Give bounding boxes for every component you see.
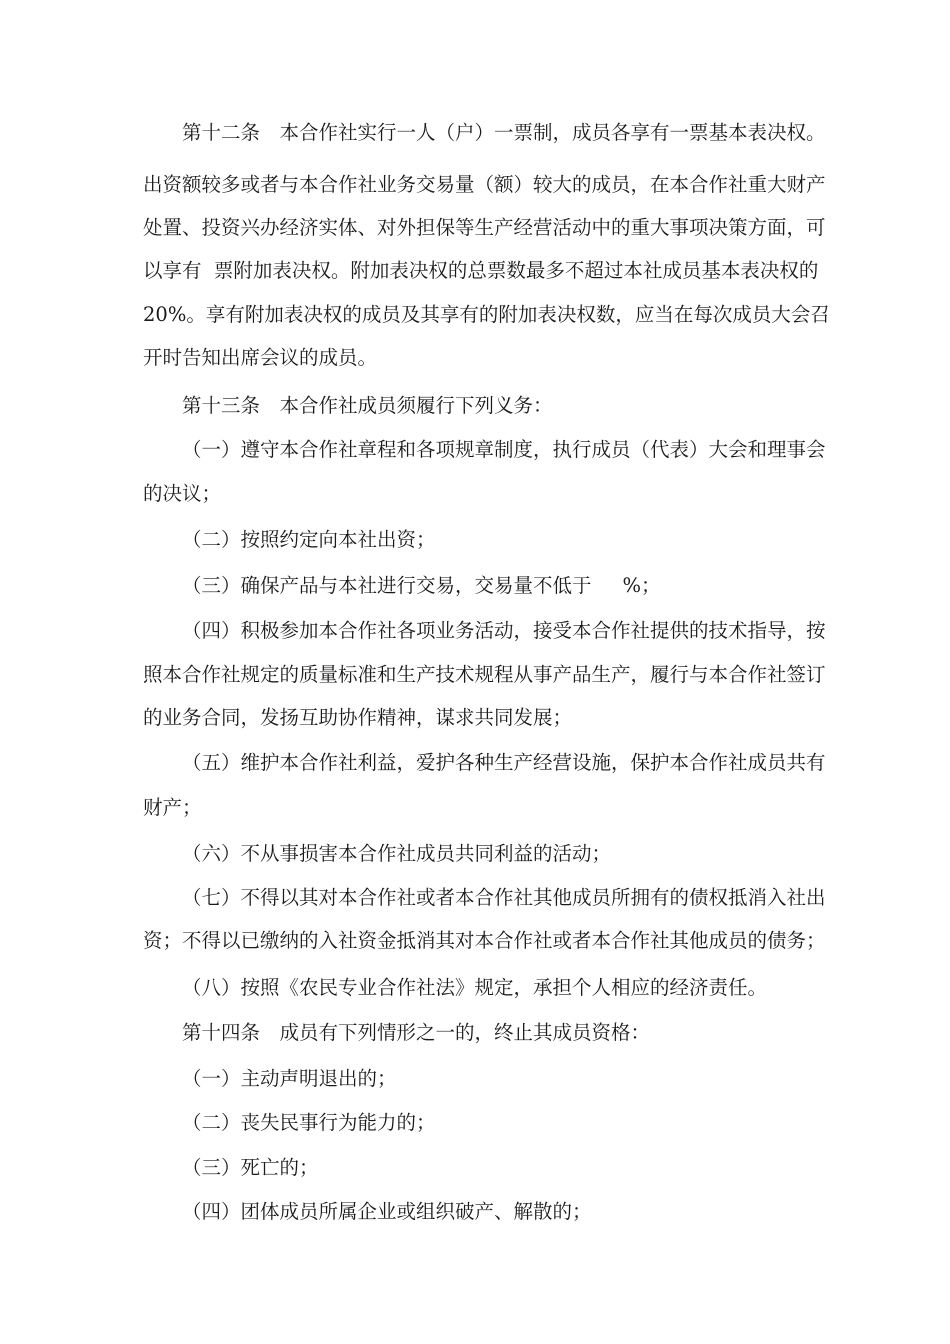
text-line: （五）维护本合作社利益，爱护各种生产经营设施，保护本合作社成员共有 [182,751,826,774]
text-line: 资；不得以已缴纳的入社资金抵消其对本合作社或者本合作社其他成员的债务； [143,929,826,952]
text-line: 出资额较多或者与本合作社业务交易量（额）较大的成员，在本合作社重大财产 [143,173,826,196]
text-line: 第十四条 成员有下列情形之一的，终止其成员资格： [182,1021,651,1044]
text-line: 第十二条 本合作社实行一人（户）一票制，成员各享有一票基本表决权。 [182,121,826,144]
text-line: （一）主动声明退出的； [182,1067,397,1090]
text-line: （二）按照约定向本社出资； [182,528,436,551]
text-line: 以享有 票附加表决权。附加表决权的总票数最多不超过本社成员基本表决权的 [143,259,819,282]
text-line: 的决议； [143,482,222,505]
text-line: （四）积极参加本合作社各项业务活动，接受本合作社提供的技术指导，按 [182,619,826,642]
text-line: 处置、投资兴办经济实体、对外担保等生产经营活动中的重大事项决策方面，可 [143,216,826,239]
text-line: （六）不从事损害本合作社成员共同利益的活动； [182,842,612,865]
text-line: 照本合作社规定的质量标准和生产技术规程从事产品生产，履行与本合作社签订 [143,663,826,686]
text-line: （七）不得以其对本合作社或者本合作社其他成员所拥有的债权抵消入社出 [182,886,826,909]
text-line: （四）团体成员所属企业或组织破产、解散的； [182,1200,592,1223]
text-line: （八）按照《农民专业合作社法》规定，承担个人相应的经济责任。 [182,976,768,999]
text-line: 财产； [143,796,202,819]
text-line: 第十三条 本合作社成员须履行下列义务： [182,394,553,417]
text-line: （三）死亡的； [182,1156,319,1179]
text-line: （二）丧失民事行为能力的； [182,1111,436,1134]
text-line: 开时告知出席会议的成员。 [143,346,378,369]
text-line: 的业务合同，发扬互助协作精神，谋求共同发展； [143,706,573,729]
text-line: （一）遵守本合作社章程和各项规章制度，执行成员（代表）大会和理事会 [182,438,826,461]
text-line: （三）确保产品与本社进行交易，交易量不低于 %； [182,574,661,597]
text-line: 20%。享有附加表决权的成员及其享有的附加表决权数，应当在每次成员大会召 [143,303,830,326]
